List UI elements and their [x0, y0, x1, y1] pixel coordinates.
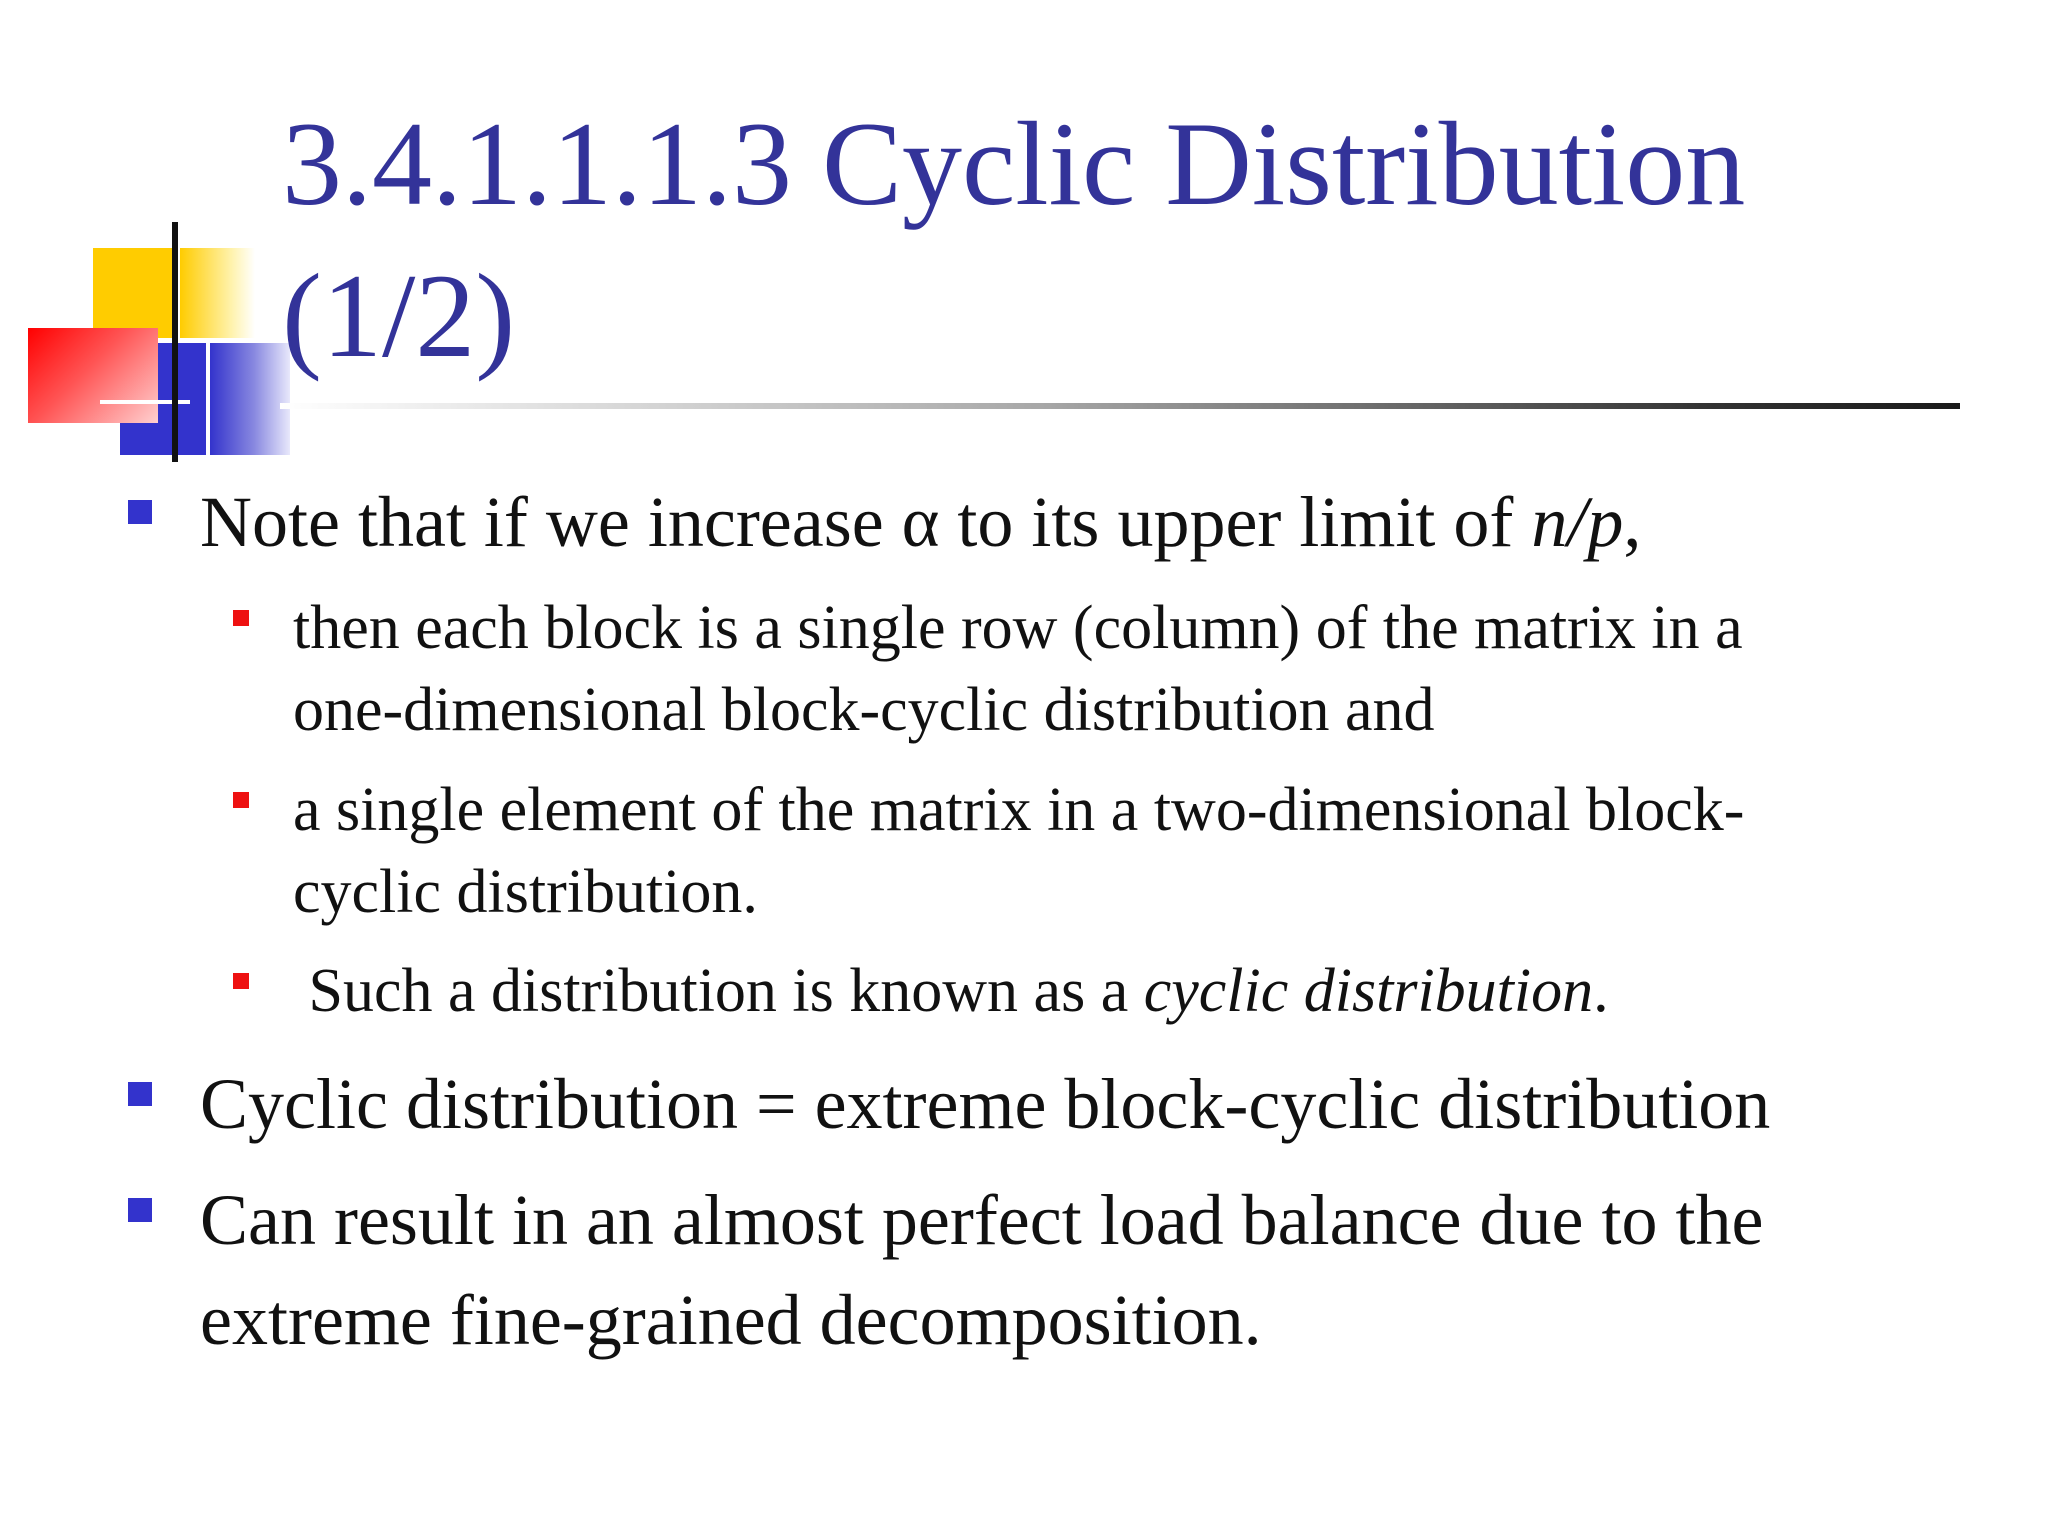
bullet-line-2: extreme fine-grained decomposition. [200, 1280, 1262, 1360]
slide-title [282, 88, 1982, 392]
bullet-square-icon [233, 610, 249, 626]
bullet-line-1: Can result in an almost perfect load balance due to the [200, 1180, 1764, 1260]
title-underline-rule [280, 403, 1960, 409]
bullet-square-icon [128, 1198, 152, 1222]
bullet-square-icon [233, 973, 249, 989]
yellow-square-decoration [93, 248, 175, 338]
subbullet-text-part: Such a distribution is known as a [293, 957, 1144, 1025]
bullet-text: Cyclic distribution = extreme block-cyclic distribution [200, 1064, 1771, 1144]
subbullet-line-2: cyclic distribution. [293, 858, 758, 926]
subbullet-line-2: one-dimensional block-cyclic distribution and [293, 676, 1435, 744]
subbullet-text-part: . [1593, 957, 1609, 1025]
bullet-square-icon [233, 792, 249, 808]
bullet-square-icon [128, 500, 152, 524]
title-line-2: (1/2) [282, 249, 516, 382]
bullet-text-italic: n/p [1531, 482, 1624, 562]
subbullet-text-italic: cyclic distribution [1143, 957, 1594, 1025]
subbullet-line-1: a single element of the matrix in a two-dimensional block- [293, 776, 1745, 844]
title-line-1: 3.4.1.1.1.3 Cyclic Distribution [282, 97, 1746, 230]
yellow-gradient-square-decoration [180, 248, 255, 338]
bullet-text-part: , [1623, 482, 1642, 562]
bullet-square-icon [128, 1082, 152, 1106]
bullet-text [200, 472, 1641, 572]
subbullet-line-1: then each block is a single row (column) of the matrix in a [293, 594, 1743, 662]
bullet-text-part: Note that if we increase α to its upper limit of [200, 482, 1532, 562]
red-gradient-square-decoration [28, 328, 158, 423]
black-vertical-line-decoration [172, 222, 178, 462]
subbullet-text [293, 950, 1609, 1032]
blue-gradient-square-decoration [210, 343, 290, 455]
